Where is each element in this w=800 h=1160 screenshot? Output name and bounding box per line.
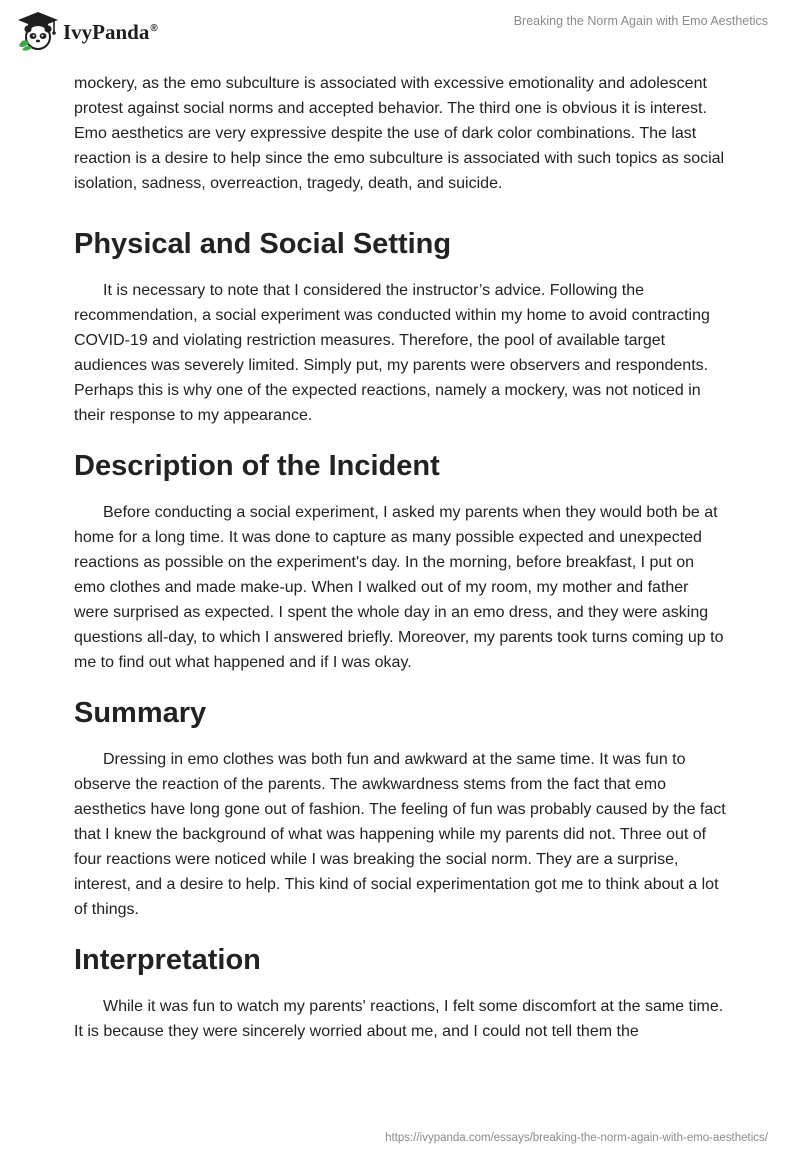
section-paragraph-interpretation: While it was fun to watch my parents' reactions, I felt some discomfort at the same time. It is because they were sincerely worried about me, and I could not tell them the xyxy=(74,998,724,1040)
section-heading-physical-social-setting: Physical and Social Setting xyxy=(74,228,452,260)
brand-name: IvyPanda® xyxy=(63,19,158,44)
essay-content xyxy=(74,71,726,1044)
document-title: Breaking the Norm Again with Emo Aesthetics xyxy=(513,14,768,28)
panda-graduate-icon xyxy=(16,10,60,52)
section-paragraph-description-incident: Before conducting a social experiment, I asked my parents when they would both be at home for a long time. It was done to capture as many possible expected and unexpected reactions as possible on the experiment's day. In the morning, before breakfast, I put on emo clothes and made make-up. When I walked out of my room, my mother and father were surprised as expected. I spent the whole day in an emo dress, and they were asking questions all-day, to which I answered briefly. Moreover, my parents took turns coming up to me to find out what happened and if I was okay. xyxy=(74,504,724,671)
section-paragraph-physical-social-setting: It is necessary to note that I considered the instructor’s advice. Following the recommendation, a social experiment was conducted within my home to avoid contracting COVID-19 and violating restriction measures. Therefore, the pool of available target audiences was severely limited. Simply put, my parents were observers and respondents. Perhaps this is why one of the expected reactions, namely a mockery, was not noticed in their response to my appearance. xyxy=(74,282,710,424)
section-paragraph-summary: Dressing in emo clothes was both fun and awkward at the same time. It was fun to observe the reaction of the parents. The awkwardness stems from the fact that emo aesthetics have long gone out of fashion. The feeling of fun was probably caused by the fact that I knew the background of what was happening while my parents did not. Three out of four reactions were noticed while I was breaking the social norm. They are a surprise, interest, and a desire to help. This kind of social experimentation got me to think about a lot of things. xyxy=(74,751,726,918)
section-heading-interpretation: Interpretation xyxy=(74,944,261,976)
intro-paragraph: mockery, as the emo subculture is associated with excessive emotionality and adolescent protest against social norms and accepted behavior. The third one is obvious it is interest. Emo aesthetics are very expressive despite the use of dark color combinations. The last reaction is a desire to help since the emo subculture is associated with such topics as social isolation, sadness, overreaction, tragedy, death, and suicide. xyxy=(74,75,725,192)
section-heading-description-incident: Description of the Incident xyxy=(74,450,440,482)
source-url[interactable]: https://ivypanda.com/essays/breaking-the-norm-again-with-emo-aesthetics/ xyxy=(385,1132,768,1144)
ivypanda-logo[interactable] xyxy=(16,10,158,52)
page-header xyxy=(0,0,800,70)
section-heading-summary: Summary xyxy=(74,697,207,729)
